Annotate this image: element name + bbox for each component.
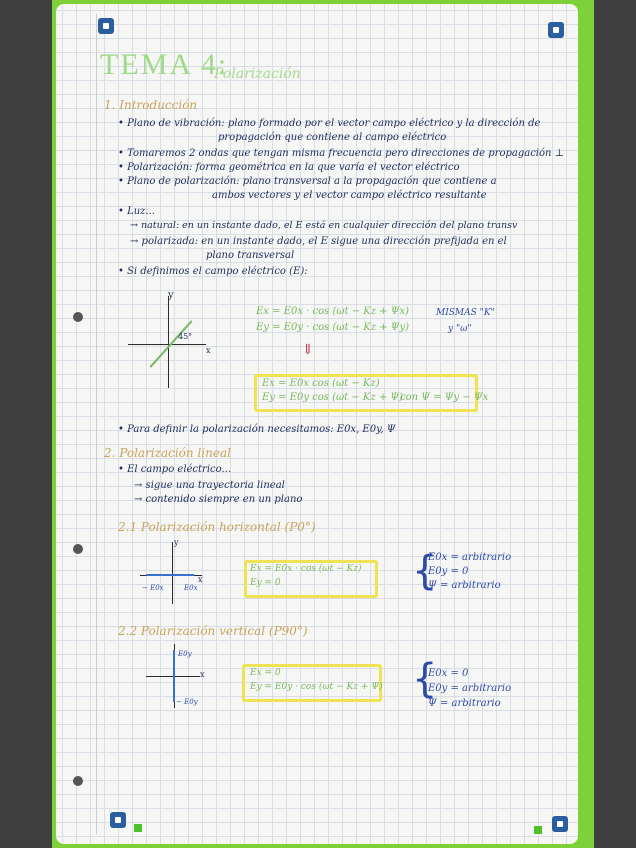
note-line: • El campo eléctrico... xyxy=(118,464,232,475)
y-axis-label: y xyxy=(174,538,179,547)
equation-ex: Ex = E0x · cos (ωt − Kz + Ψx) xyxy=(256,306,410,317)
equation-ey: Ey = E0y · cos (ωt − Kz + Ψy) xyxy=(256,322,410,333)
e0x-label: E0x xyxy=(184,584,198,592)
phase-difference: con Ψ = Ψy − Ψx xyxy=(400,392,489,403)
condition: E0x = 0 xyxy=(428,668,469,679)
equation-ex-simplified: Ex = E0x cos (ωt − Kz) xyxy=(262,378,380,389)
y-axis xyxy=(172,542,173,604)
brace-icon: { xyxy=(412,656,438,702)
note-line: • Plano de vibración: plano formado por el vector campo eléctrico y la dirección de xyxy=(118,118,541,129)
corner-marker-icon xyxy=(548,22,564,38)
note-line: • Para definir la polarización necesitamos: E0x, E0y, Ψ xyxy=(118,424,396,435)
equation-ey: Ey = E0y · cos (ωt − Kz + Ψ) xyxy=(250,682,383,692)
mismas-note: MISMAS "K" xyxy=(436,308,495,318)
green-square-marker xyxy=(134,824,142,832)
section-2-1-heading: 2.1 Polarización horizontal (P0°) xyxy=(118,520,316,534)
section-1-heading: 1. Introducción xyxy=(104,98,198,112)
mismas-note-w: y "ω" xyxy=(448,324,472,334)
e0y-label: E0y xyxy=(178,650,192,658)
brace-icon: { xyxy=(412,548,438,594)
note-line: → natural: en un instante dado, el E está en cualquier dirección del plano transv xyxy=(130,220,518,231)
condition: Ψ = arbitrario xyxy=(428,698,501,709)
note-line: • Si definimos el campo eléctrico (E): xyxy=(118,266,308,277)
equation-ey: Ey = 0 xyxy=(250,578,281,588)
y-axis xyxy=(168,296,169,388)
note-line: → polarizada: en un instante dado, el E sigue una dirección prefijada en el xyxy=(130,236,507,247)
binder-hole xyxy=(73,776,83,786)
condition: E0y = 0 xyxy=(428,566,469,577)
y-axis-label: y xyxy=(168,290,174,301)
equation-ey-simplified: Ey = E0y cos (ωt − Kz + Ψ) xyxy=(262,392,404,403)
green-square-marker xyxy=(534,826,542,834)
corner-marker-icon xyxy=(98,18,114,34)
section-2-heading: 2. Polarización lineal xyxy=(104,446,231,460)
vertical-polarization-arrow xyxy=(173,650,175,702)
x-axis-label: x xyxy=(206,346,211,355)
binder-hole xyxy=(73,312,83,322)
margin-line xyxy=(96,14,97,834)
minus-e0y-label: − E0y xyxy=(176,698,198,706)
binder-hole xyxy=(73,544,83,554)
condition: E0x = arbitrario xyxy=(428,552,512,563)
angle-label: 45° xyxy=(178,332,193,341)
condition: E0y = arbitrario xyxy=(428,683,512,694)
page-subtitle: Polarización xyxy=(214,66,301,82)
down-arrow: ⇓ xyxy=(302,342,314,358)
note-line: • Plano de polarización: plano transversal a la propagación que contiene a xyxy=(118,176,497,187)
equation-ex: Ex = E0x · cos (ωt − Kz) xyxy=(250,564,362,574)
x-axis-label: x xyxy=(200,670,205,679)
equation-ex: Ex = 0 xyxy=(250,668,281,678)
note-line: ambos vectores y el vector campo eléctrico resultante xyxy=(212,190,487,201)
note-line: propagación que contiene al campo eléctrico xyxy=(218,132,447,143)
corner-marker-icon xyxy=(110,812,126,828)
note-line: • Polarización: forma geométrica en la que varía el vector eléctrico xyxy=(118,162,460,173)
note-line: • Tomaremos 2 ondas que tengan misma frecuencia pero direcciones de propagación ⊥ xyxy=(118,148,565,159)
minus-e0x-label: − E0x xyxy=(142,584,164,592)
x-axis-label: x xyxy=(198,575,203,584)
note-line: → contenido siempre en un plano xyxy=(134,494,303,505)
corner-marker-icon xyxy=(552,816,568,832)
note-line: plano transversal xyxy=(206,250,295,261)
note-line: • Luz... xyxy=(118,206,155,217)
page-title: TEMA 4: xyxy=(100,48,229,81)
horizontal-polarization-arrow xyxy=(146,574,194,576)
section-2-2-heading: 2.2 Polarización vertical (P90°) xyxy=(118,624,308,638)
note-line: → sigue una trayectoria lineal xyxy=(134,480,285,491)
condition: Ψ = arbitrario xyxy=(428,580,501,591)
